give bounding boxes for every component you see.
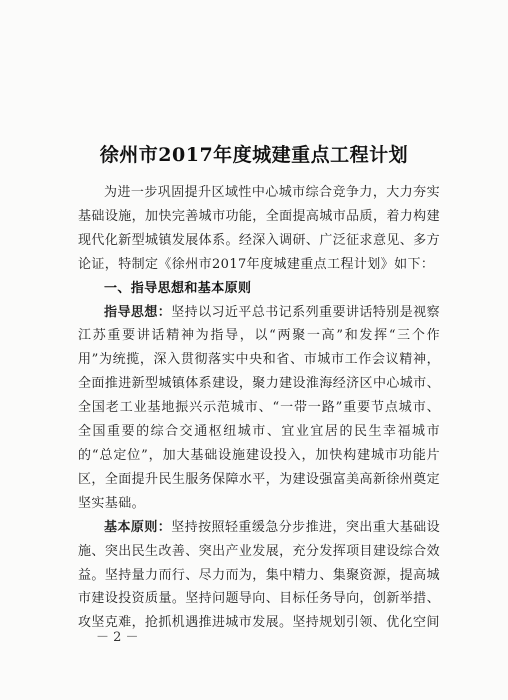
section-heading: 一、指导思想和基本原则	[104, 280, 252, 296]
guiding-label: 指导思想：	[104, 304, 172, 320]
document-title: 徐州市2017年度城建重点工程计划	[99, 144, 409, 166]
principle-label: 基本原则：	[104, 519, 172, 535]
guiding-paragraph	[78, 301, 440, 516]
document-body	[78, 181, 440, 635]
principle-text: 坚持按照轻重缓急分步推进，突出重大基础设施、突出民生改善、突出产业发展，充分发挥项目建设综合效益。坚持量力而行、尽力而为，集中精力、集聚资源，提高城市建设投资质量。坚持问题导向、目标任务导向，创新举措、攻坚克难，抢抓机遇推进城市发展。坚持规划引领、优化空间	[78, 519, 440, 631]
principle-paragraph	[78, 516, 440, 636]
intro-paragraph: 为进一步巩固提升区域性中心城市综合竞争力，大力夯实基础设施，加快完善城市功能，全面提高城市品质，着力构建现代化新型城镇发展体系。经深入调研、广泛征求意见、多方论证，特制定《徐州市2017年度城建重点工程计划》如下：	[78, 185, 440, 272]
page-number: － 2 －	[96, 630, 139, 645]
guiding-text: 坚持以习近平总书记系列重要讲话特别是视察江苏重要讲话精神为指导，以“两聚一高”和发挥“三个作用”为统揽，深入贯彻落实中央和省、市城市工作会议精神，全面推进新型城镇体系建设，聚力建设淮海经济区中心城市、全国老工业基地振兴示范城市、“一带一路”重要节点城市、全国重要的综合交通枢纽城市、宜业宜居的民生幸福城市的“总定位”，加大基础设施建设投入，加快构建城市功能片区，全面提升民生服务保障水平，为建设强富美高新徐州奠定坚实基础。	[78, 304, 440, 511]
